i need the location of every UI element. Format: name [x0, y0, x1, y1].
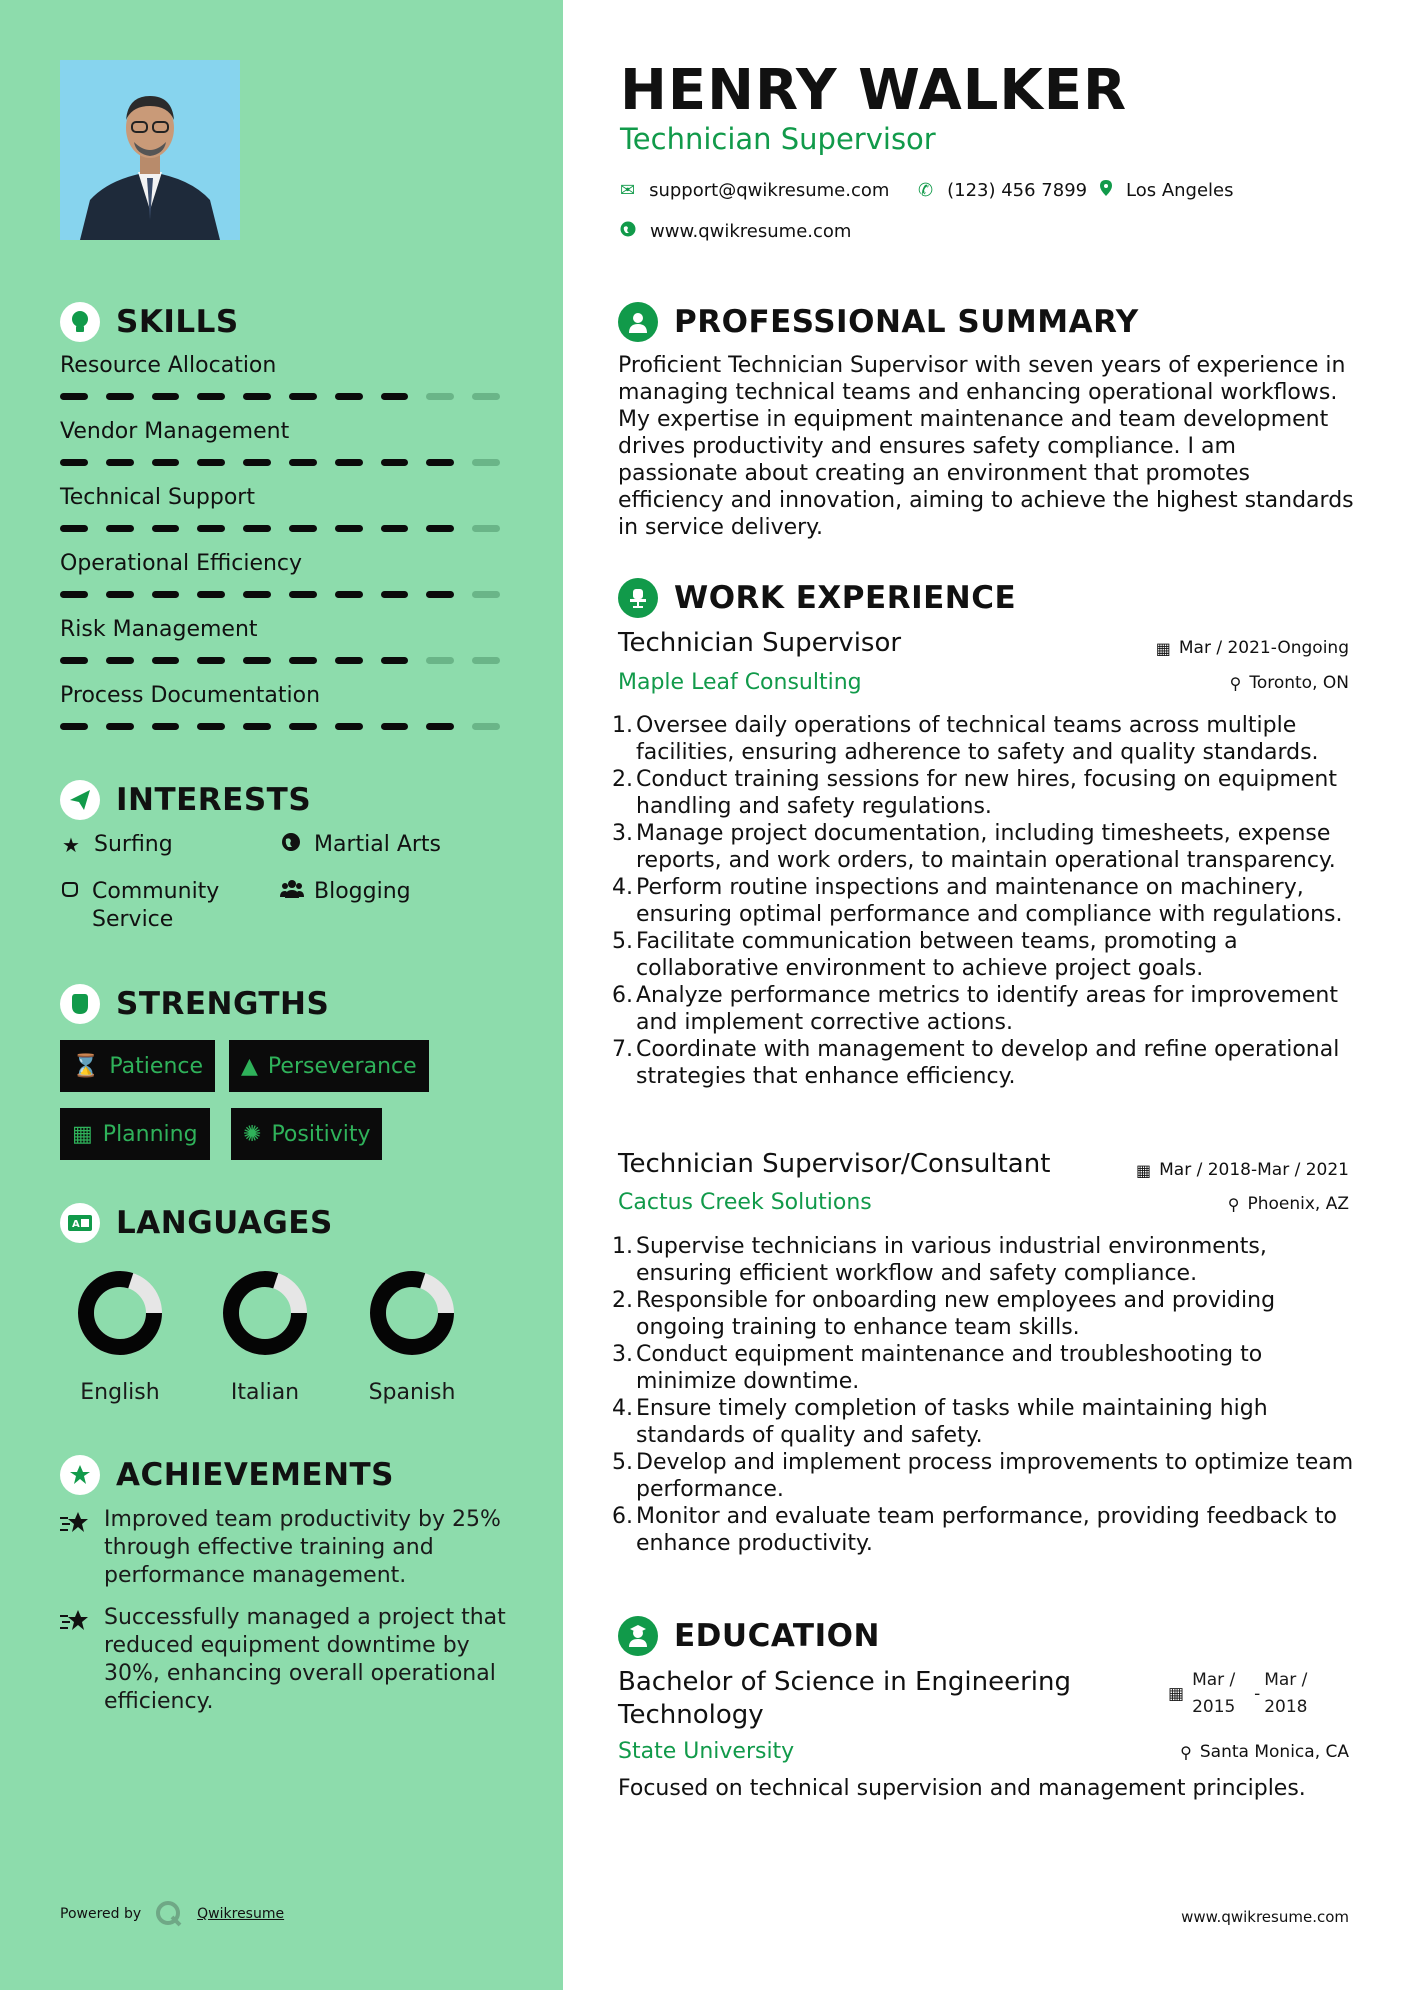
- duty-item: 4. Ensure timely completion of tasks while maintaining high standards of quality and safety.: [612, 1396, 1268, 1448]
- skill-dot: [335, 525, 363, 532]
- summary-text: Proficient Technician Supervisor with seven years of experience in managing technical teams and enhancing operational workflows. My expertise in equipment maintenance and team development drives productivity and ensures safety compliance. I am passionate about creating an environment that promotes efficiency and innovation, aiming to achieve the highest standards in service delivery.: [618, 353, 1354, 540]
- skill-dot: [243, 723, 271, 730]
- language-proficiency-ring: [220, 1268, 310, 1358]
- duty-item: 4. Perform routine inspections and maintenance on machinery, ensuring optimal performance and compliance with regulations.: [612, 875, 1343, 927]
- achievements-heading: ACHIEVEMENTS: [60, 1455, 394, 1495]
- hand-icon: [60, 878, 80, 906]
- lightbulb-icon: [60, 302, 100, 342]
- road-icon: ▲: [241, 1053, 258, 1079]
- education-dates: ▦ Mar / 2015 - Mar / 2018: [1168, 1670, 1308, 1717]
- skill-name: Vendor Management: [60, 419, 290, 444]
- job-location: ⚲ Phoenix, AZ: [1227, 1194, 1349, 1214]
- map-pin-icon: [1100, 180, 1112, 201]
- skill-name: Process Documentation: [60, 683, 321, 708]
- globe-icon: [280, 831, 302, 859]
- skill-dot: [197, 657, 225, 664]
- duty-item: 2. Conduct training sessions for new hires, focusing on equipment handling and safety regulations.: [612, 767, 1337, 819]
- skill-dot: [60, 525, 88, 532]
- skill-dot: [152, 657, 180, 664]
- job-company: Cactus Creek Solutions: [618, 1190, 872, 1215]
- interest-item: Community Service: [60, 878, 260, 934]
- skill-dot: [197, 591, 225, 598]
- pin-icon: ⚲: [1227, 1194, 1240, 1214]
- skill-dot: [426, 459, 454, 466]
- skill-name: Operational Efficiency: [60, 551, 303, 576]
- powered-by: Powered by Qwikresume: [60, 1900, 284, 1928]
- skill-dot: [60, 459, 88, 466]
- globe-icon: [620, 221, 636, 242]
- language-proficiency-ring: [367, 1268, 457, 1358]
- interests-heading: INTERESTS: [60, 780, 311, 820]
- skill-level-dots: [60, 723, 500, 730]
- skill-dot: [289, 723, 317, 730]
- footer-url[interactable]: www.qwikresume.com: [1181, 1908, 1349, 1926]
- skill-dot: [106, 525, 134, 532]
- job-dates: ▦ Mar / 2018-Mar / 2021: [1135, 1160, 1349, 1180]
- skill-dot: [472, 723, 500, 730]
- strength-badge: ▦ Planning: [60, 1108, 210, 1160]
- skills-heading: SKILLS: [60, 302, 239, 342]
- duty-item: 2. Responsible for onboarding new employees and providing ongoing training to enhance team skills.: [612, 1288, 1276, 1340]
- duty-item: 3. Conduct equipment maintenance and troubleshooting to minimize downtime.: [612, 1342, 1263, 1394]
- skill-dot: [381, 393, 409, 400]
- job-title: Technician Supervisor/Consultant: [618, 1149, 1051, 1179]
- duty-item: 6. Monitor and evaluate team performance, providing feedback to enhance productivity.: [612, 1504, 1337, 1556]
- strengths-heading: STRENGTHS: [60, 984, 329, 1024]
- duty-item: 1. Supervise technicians in various industrial environments, ensuring efficient workflow and safety compliance.: [612, 1234, 1267, 1286]
- skill-dot: [381, 525, 409, 532]
- skill-dot: [335, 393, 363, 400]
- language-icon: [60, 1203, 100, 1243]
- skill-level-dots: [60, 525, 500, 532]
- skill-dot: [289, 591, 317, 598]
- skill-level-dots: [60, 393, 500, 400]
- skill-dot: [289, 657, 317, 664]
- skill-dot: [60, 723, 88, 730]
- graduation-icon: [618, 1616, 658, 1656]
- sun-icon: ✺: [243, 1121, 262, 1147]
- skill-dot: [289, 525, 317, 532]
- calendar-icon: ▦: [1135, 1160, 1152, 1180]
- skill-dot: [243, 393, 271, 400]
- strength-badge: ✺ Positivity: [231, 1108, 382, 1160]
- job-title: Technician Supervisor: [618, 628, 902, 658]
- sidebar: [0, 0, 563, 1990]
- calendar-icon: ▦: [72, 1121, 93, 1147]
- envelope-icon: ✉: [620, 180, 636, 201]
- star-icon: ★: [62, 833, 80, 857]
- contact-location: Los Angeles: [1100, 180, 1234, 201]
- skill-dot: [472, 591, 500, 598]
- skill-dot: [426, 525, 454, 532]
- language-item: English: [60, 1268, 180, 1405]
- interest-item: ★ Surfing: [60, 831, 173, 859]
- job-duties: [612, 712, 1362, 1090]
- chair-icon: [618, 578, 658, 618]
- duty-item: 3. Manage project documentation, including timesheets, expense reports, and work orders, to maintain operational transparency.: [612, 821, 1336, 873]
- strength-badge: ▲ Perseverance: [229, 1040, 429, 1092]
- users-icon: [280, 878, 302, 906]
- skill-dot: [381, 657, 409, 664]
- experience-heading: WORK EXPERIENCE: [618, 578, 1016, 618]
- skill-dot: [60, 591, 88, 598]
- phone-icon: ✆: [918, 180, 934, 201]
- contact-email[interactable]: ✉ support@qwikresume.com: [620, 180, 890, 201]
- star-burst-icon: [60, 1510, 90, 1540]
- fist-icon: [60, 984, 100, 1024]
- star-burst-icon: [60, 1608, 90, 1638]
- skill-dot: [197, 723, 225, 730]
- language-proficiency-ring: [75, 1268, 165, 1358]
- education-school: State University: [618, 1739, 795, 1764]
- profile-photo: [60, 60, 240, 240]
- achievement-item: Improved team productivity by 25% through effective training and performance management.: [60, 1506, 510, 1590]
- skill-dot: [106, 459, 134, 466]
- skill-item: [60, 551, 500, 598]
- language-item: Spanish: [352, 1268, 472, 1405]
- language-item: Italian: [205, 1268, 325, 1405]
- skill-dot: [152, 393, 180, 400]
- skill-dot: [381, 591, 409, 598]
- duty-item: 5. Develop and implement process improvements to optimize team performance.: [612, 1450, 1354, 1502]
- skill-dot: [426, 591, 454, 598]
- skill-level-dots: [60, 591, 500, 598]
- skill-dot: [335, 723, 363, 730]
- duty-item: 7. Coordinate with management to develop and refine operational strategies that enhance efficiency.: [612, 1037, 1340, 1089]
- skill-dot: [472, 657, 500, 664]
- calendar-icon: ▦: [1155, 638, 1171, 658]
- skill-name: Risk Management: [60, 617, 258, 642]
- pin-icon: ⚲: [1229, 673, 1242, 693]
- skill-dot: [60, 657, 88, 664]
- skill-dot: [197, 459, 225, 466]
- education-degree: Bachelor of Science in Engineering Technology: [618, 1667, 1071, 1730]
- duty-item: 6. Analyze performance metrics to identify areas for improvement and implement corrective actions.: [612, 983, 1338, 1035]
- skill-dot: [381, 459, 409, 466]
- pin-icon: ⚲: [1180, 1742, 1192, 1762]
- skill-dot: [152, 723, 180, 730]
- job-dates: ▦ Mar / 2021-Ongoing: [1155, 638, 1349, 658]
- paper-plane-icon: [60, 780, 100, 820]
- skill-dot: [472, 459, 500, 466]
- qwikresume-link[interactable]: Qwikresume: [197, 1906, 285, 1922]
- skill-dot: [106, 591, 134, 598]
- strength-badge: ⌛ Patience: [60, 1040, 215, 1092]
- interest-item: Blogging: [280, 878, 411, 906]
- skill-dot: [243, 459, 271, 466]
- skill-dot: [335, 459, 363, 466]
- skill-dot: [289, 459, 317, 466]
- skill-level-dots: [60, 657, 500, 664]
- job-location: ⚲ Toronto, ON: [1229, 673, 1349, 693]
- skill-dot: [60, 393, 88, 400]
- skill-dot: [472, 525, 500, 532]
- skill-dot: [106, 393, 134, 400]
- skill-dot: [106, 723, 134, 730]
- duty-item: 1. Oversee daily operations of technical teams across multiple facilities, ensuring adherence to safety and quality standards.: [612, 713, 1319, 765]
- skill-dot: [426, 723, 454, 730]
- contact-website[interactable]: www.qwikresume.com: [620, 221, 851, 242]
- user-icon: [618, 302, 658, 342]
- skill-dot: [106, 657, 134, 664]
- contact-phone[interactable]: ✆ (123) 456 7899: [918, 180, 1088, 201]
- languages-heading: A LANGUAGES: [60, 1203, 333, 1243]
- skill-dot: [243, 591, 271, 598]
- trophy-icon: [60, 1455, 100, 1495]
- skill-dot: [152, 591, 180, 598]
- skill-item: [60, 683, 500, 730]
- candidate-title: Technician Supervisor: [620, 122, 936, 156]
- skill-dot: [426, 657, 454, 664]
- candidate-name: HENRY WALKER: [620, 58, 1128, 123]
- qwikresume-logo-icon: [155, 1900, 183, 1928]
- duty-item: 5. Facilitate communication between teams, promoting a collaborative environment to achieve project goals.: [612, 929, 1238, 981]
- skill-dot: [197, 393, 225, 400]
- skill-dot: [472, 393, 500, 400]
- skill-dot: [152, 459, 180, 466]
- skill-dot: [426, 393, 454, 400]
- job-duties: [612, 1233, 1362, 1557]
- skill-dot: [197, 525, 225, 532]
- svg-text:A: A: [72, 1219, 80, 1230]
- achievement-item: Successfully managed a project that reduced equipment downtime by 30%, enhancing overall operational efficiency.: [60, 1604, 510, 1716]
- skill-dot: [152, 525, 180, 532]
- skill-item: [60, 353, 500, 400]
- skill-name: Technical Support: [60, 485, 255, 510]
- summary-heading: PROFESSIONAL SUMMARY: [618, 302, 1139, 342]
- education-heading: EDUCATION: [618, 1616, 880, 1656]
- skill-dot: [289, 393, 317, 400]
- skill-item: [60, 617, 500, 664]
- education-description: Focused on technical supervision and management principles.: [618, 1776, 1306, 1801]
- skill-name: Resource Allocation: [60, 353, 277, 378]
- skill-dot: [243, 657, 271, 664]
- skill-item: [60, 485, 500, 532]
- interest-item: Martial Arts: [280, 831, 441, 859]
- education-location: ⚲ Santa Monica, CA: [1180, 1742, 1349, 1762]
- calendar-icon: ▦: [1168, 1683, 1185, 1704]
- skill-dot: [243, 525, 271, 532]
- skill-level-dots: [60, 459, 500, 466]
- job-company: Maple Leaf Consulting: [618, 670, 862, 695]
- skill-dot: [335, 657, 363, 664]
- hourglass-icon: ⌛: [72, 1053, 100, 1079]
- skill-dot: [335, 591, 363, 598]
- skill-dot: [381, 723, 409, 730]
- skill-item: [60, 419, 500, 466]
